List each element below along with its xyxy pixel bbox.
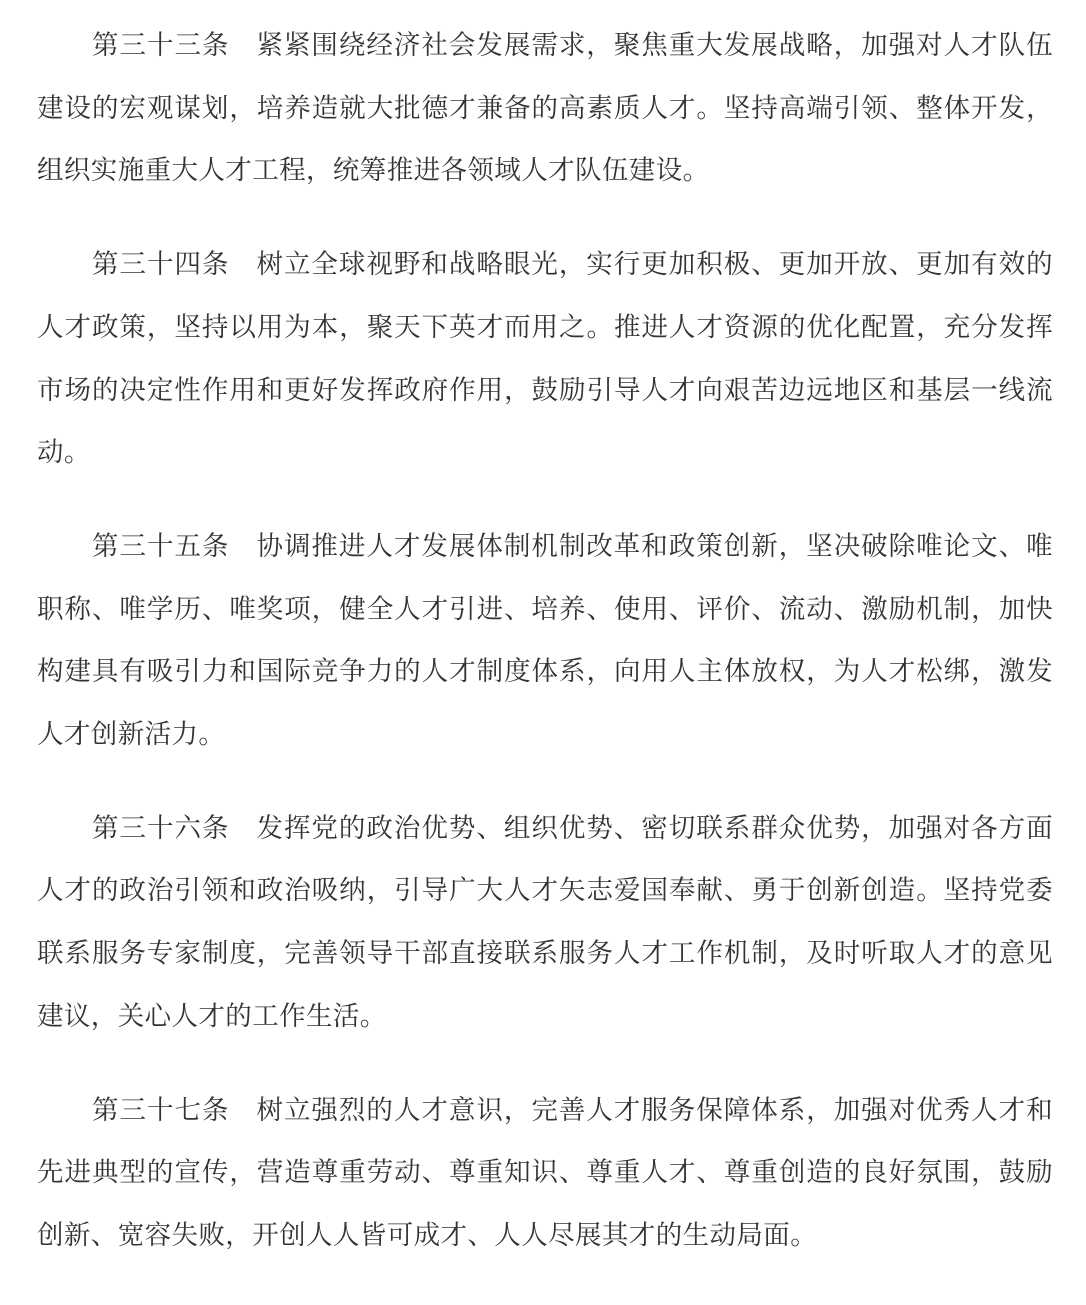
article-paragraph-33 <box>37 15 1053 203</box>
article-number: 第三十三条 <box>92 30 230 61</box>
article-paragraph-34 <box>37 234 1053 485</box>
article-paragraph-36 <box>37 798 1053 1049</box>
article-text: 树立强烈的人才意识，完善人才服务保障体系，加强对优秀人才和先进典型的宣传，营造尊重劳动、尊重知识、尊重人才、尊重创造的良好氛围，鼓励创新、宽容失败，开创人人皆可成才、人人尽展其才的生动局面。 <box>37 1094 1054 1251</box>
article-number: 第三十七条 <box>92 1094 230 1126</box>
document-body <box>37 15 1053 1299</box>
article-number: 第三十四条 <box>92 249 230 281</box>
article-text: 紧紧围绕经济社会发展需求，聚焦重大发展战略，加强对人才队伍建设的宏观谋划，培养造就大批德才兼备的高素质人才。坚持高端引领、整体开发，组织实施重大人才工程，统筹推进各领域人才队伍建设。 <box>37 30 1054 187</box>
article-text: 树立全球视野和战略眼光，实行更加积极、更加开放、更加有效的人才政策，坚持以用为本，聚天下英才而用之。推进人才资源的优化配置，充分发挥市场的决定性作用和更好发挥政府作用，鼓励引导人才向艰苦边远地区和基层一线流动。 <box>37 249 1054 469</box>
article-text: 协调推进人才发展体制机制改革和政策创新，坚决破除唯论文、唯职称、唯学历、唯奖项，健全人才引进、培养、使用、评价、流动、激励机制，加快构建具有吸引力和国际竞争力的人才制度体系，向用人主体放权，为人才松绑，激发人才创新活力。 <box>37 530 1054 751</box>
article-number: 第三十五条 <box>92 530 230 562</box>
article-number: 第三十六条 <box>92 812 230 844</box>
article-text: 发挥党的政治优势、组织优势、密切联系群众优势，加强对各方面人才的政治引领和政治吸纳，引导广大人才矢志爱国奉献、勇于创新创造。坚持党委联系服务专家制度，完善领导干部直接联系服务人才工作机制，及时听取人才的意见建议，关心人才的工作生活。 <box>37 812 1054 1032</box>
article-paragraph-35 <box>37 516 1053 767</box>
article-paragraph-37 <box>37 1080 1053 1268</box>
